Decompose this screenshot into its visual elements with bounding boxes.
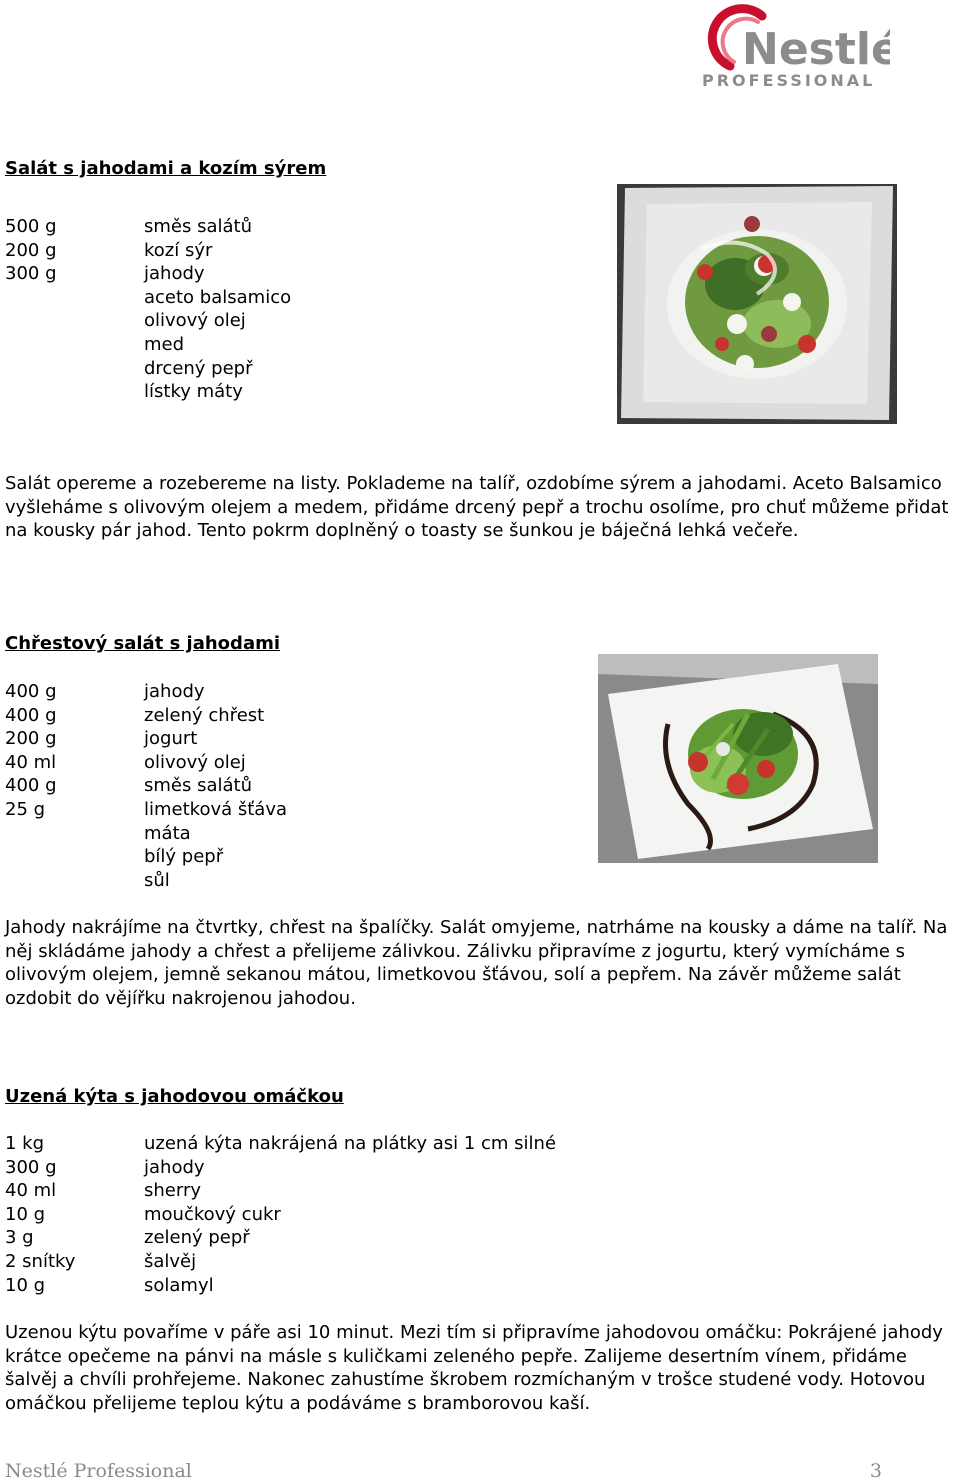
ingredient-row [5, 286, 291, 310]
ingredient-qty [5, 333, 144, 357]
ingredient-row [5, 309, 291, 333]
recipe-1-photo [617, 184, 897, 424]
ingredient-row [5, 357, 291, 381]
ingredient-name: jahody [144, 1156, 205, 1178]
recipe-1-ingredient-list [5, 215, 291, 404]
recipe-1-title: Salát s jahodami a kozím sýrem [5, 158, 327, 179]
ingredient-name: limetková šťáva [144, 798, 288, 820]
ingredient-qty [5, 822, 144, 846]
ingredient-name: lístky máty [144, 381, 243, 403]
ingredient-name: solamyl [144, 1274, 214, 1296]
ingredient-qty [5, 869, 144, 893]
ingredient-name: zelený pepř [144, 1227, 250, 1249]
ingredient-row [5, 704, 287, 728]
ingredient-qty: 25 g [5, 798, 46, 820]
ingredient-name: směs salátů [144, 216, 252, 237]
ingredient-qty: 200 g [5, 728, 57, 750]
ingredient-row [5, 774, 287, 798]
ingredient-row [5, 239, 291, 263]
ingredient-qty: 3 g [5, 1227, 34, 1249]
ingredient-qty [5, 380, 144, 404]
ingredient-name: uzená kýta nakrájená na plátky asi 1 cm silné [144, 1133, 557, 1154]
logo-subline-text: PROFESSIONAL [702, 71, 876, 90]
ingredient-row [5, 1132, 556, 1156]
ingredient-name: šalvěj [144, 1250, 197, 1272]
ingredient-name: moučkový cukr [144, 1203, 281, 1225]
ingredient-qty: 300 g [5, 1156, 57, 1178]
ingredient-qty [5, 286, 144, 310]
ingredient-qty [5, 357, 144, 381]
logo-brand-text: Nestlé [742, 24, 890, 75]
ingredient-row [5, 869, 287, 893]
recipe-3-title: Uzená kýta s jahodovou omáčkou [5, 1086, 344, 1107]
ingredient-name: zelený chřest [144, 704, 265, 726]
ingredient-row [5, 798, 287, 822]
ingredient-name: sherry [144, 1180, 201, 1202]
ingredient-name: jogurt [144, 728, 198, 750]
ingredient-name: jahody [144, 263, 205, 285]
ingredient-name: směs salátů [144, 775, 252, 797]
ingredient-name: aceto balsamico [144, 286, 292, 308]
nestle-professional-logo [700, 4, 890, 90]
ingredient-row [5, 822, 287, 846]
ingredient-name: drcený pepř [144, 357, 253, 379]
ingredient-qty: 400 g [5, 704, 57, 726]
footer-brand: Nestlé Professional [5, 1460, 192, 1482]
page-number: 3 [869, 1460, 882, 1482]
ingredient-row [5, 727, 287, 751]
ingredient-qty: 10 g [5, 1203, 46, 1225]
ingredient-row [5, 380, 291, 404]
ingredient-row [5, 1274, 556, 1298]
ingredient-qty: 300 g [5, 263, 57, 285]
ingredient-qty: 500 g [5, 216, 57, 237]
ingredient-row [5, 845, 287, 869]
ingredient-row [5, 751, 287, 775]
ingredient-row [5, 1156, 556, 1180]
ingredient-qty: 1 kg [5, 1133, 45, 1154]
recipe-3-ingredient-list [5, 1132, 556, 1297]
ingredient-name: kozí sýr [144, 239, 213, 261]
recipe-1-method: Salát opereme a rozebereme na listy. Poklademe na talíř, ozdobíme sýrem a jahodami. Aceto Balsamico vyšleháme s olivovým olejem a medem, přidáme drcený pepř a trochu osolíme, pro chuť můžeme přidat na kousky pár jahod. Tento pokrm doplněný o toasty se šunkou je báječná lehká večeře. [5, 473, 949, 541]
ingredient-qty: 400 g [5, 775, 57, 797]
ingredient-row [5, 680, 287, 704]
ingredient-name: máta [144, 822, 191, 844]
ingredient-name: olivový olej [144, 751, 246, 773]
ingredient-row [5, 1226, 556, 1250]
ingredient-name: sůl [144, 869, 170, 891]
recipe-2-title: Chřestový salát s jahodami [5, 633, 281, 654]
ingredient-name: med [144, 333, 185, 355]
recipe-2-method: Jahody nakrájíme na čtvrtky, chřest na špalíčky. Salát omyjeme, natrháme na kousky a dáme na talíř. Na něj skládáme jahody a chřest a přelijeme zálivkou. Zálivku připravíme z jogurtu, který vymícháme s olivovým olejem, jemně sekanou mátou, limetkovou šťávou, solí a pepřem. Na závěr můžeme salát ozdobit do vějířku nakrojenou jahodou. [5, 917, 948, 1009]
ingredient-qty: 40 ml [5, 1180, 57, 1202]
ingredient-qty [5, 845, 144, 869]
ingredient-name: bílý pepř [144, 846, 224, 868]
recipe-2-photo [598, 654, 878, 863]
ingredient-row [5, 262, 291, 286]
ingredient-row [5, 1250, 556, 1274]
ingredient-qty: 200 g [5, 239, 57, 261]
ingredient-qty: 400 g [5, 681, 57, 702]
ingredient-name: olivový olej [144, 310, 246, 332]
ingredient-qty: 40 ml [5, 751, 57, 773]
ingredient-row [5, 1203, 556, 1227]
ingredient-qty [5, 309, 144, 333]
ingredient-row [5, 1179, 556, 1203]
ingredient-qty: 2 snítky [5, 1250, 76, 1272]
recipe-2-ingredient-list [5, 680, 287, 892]
recipe-3-method: Uzenou kýtu povaříme v páře asi 10 minut. Mezi tím si připravíme jahodovou omáčku: Pokrájené jahody krátce opečeme na pánvi na másle s kuličkami zeleného pepře. Zalijeme desertním vínem, přidáme šalvěj a chvíli prohřejeme. Nakonec zahustíme škrobem rozmíchaným v trošce studené vody. Hotovou omáčkou přelijeme teplou kýtu a podáváme s bramborovou kaší. [5, 1322, 943, 1414]
ingredient-row [5, 215, 291, 239]
ingredient-name: jahody [144, 681, 205, 702]
ingredient-row [5, 333, 291, 357]
ingredient-qty: 10 g [5, 1274, 46, 1296]
